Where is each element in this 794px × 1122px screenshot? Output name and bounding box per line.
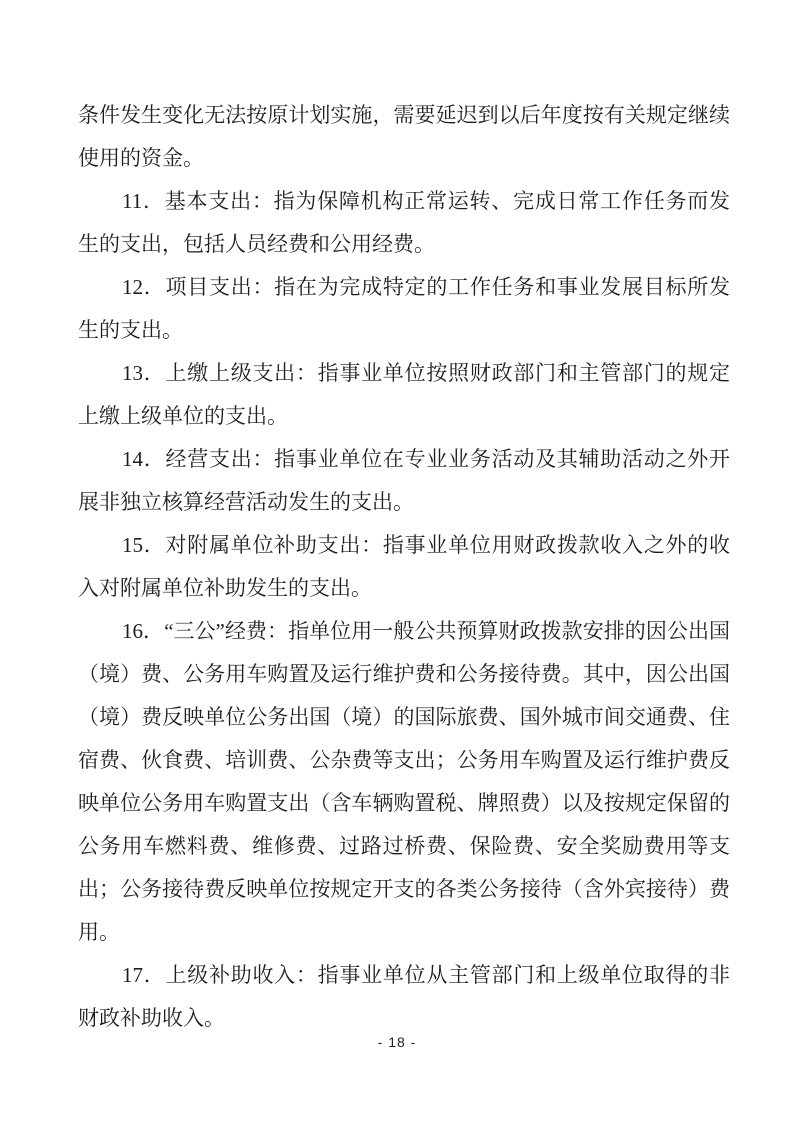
paragraph: 15．对附属单位补助支出：指事业单位用财政拨款收入之外的收入对附属单位补助发生的支出。 — [78, 533, 730, 600]
document-body — [78, 94, 730, 1040]
page-number: - 18 - — [377, 1034, 417, 1050]
paragraph: 13．上缴上级支出：指事业单位按照财政部门和主管部门的规定上缴上级单位的支出。 — [78, 361, 730, 428]
paragraph: 12．项目支出：指在为完成特定的工作任务和事业发展目标所发生的支出。 — [78, 275, 730, 342]
paragraph: 14．经营支出：指事业单位在专业业务活动及其辅助活动之外开展非独立核算经营活动发生的支出。 — [78, 447, 730, 514]
paragraph: 16．“三公”经费：指单位用一般公共预算财政拨款安排的因公出国（境）费、公务用车购置及运行维护费和公务接待费。其中，因公出国（境）费反映单位公务出国（境）的国际旅费、国外城市间交通费、住宿费、伙食费、培训费、公杂费等支出；公务用车购置及运行维护费反映单位公务用车购置支出（含车辆购置税、牌照费）以及按规定保留的公务用车燃料费、维修费、过路过桥费、保险费、安全奖励费用等支出；公务接待费反映单位按规定开支的各类公务接待（含外宾接待）费用。 — [78, 619, 730, 944]
paragraph: 17．上级补助收入：指事业单位从主管部门和上级单位取得的非财政补助收入。 — [78, 963, 730, 1030]
paragraph: 11．基本支出：指为保障机构正常运转、完成日常工作任务而发生的支出，包括人员经费和公用经费。 — [78, 189, 730, 256]
paragraph: 条件发生变化无法按原计划实施，需要延迟到以后年度按有关规定继续使用的资金。 — [78, 103, 730, 170]
